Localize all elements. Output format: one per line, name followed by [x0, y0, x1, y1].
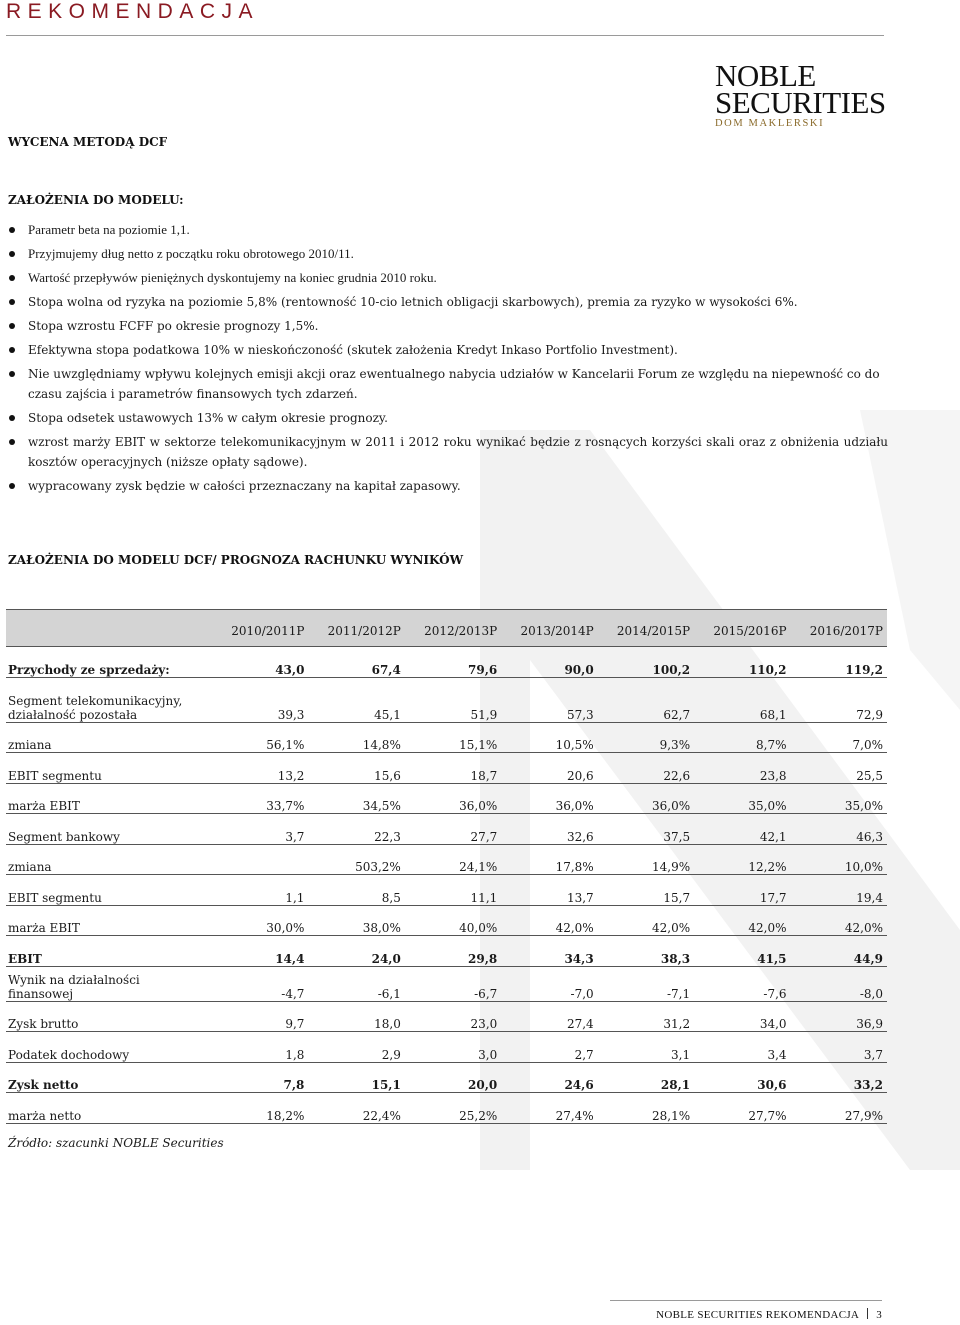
table-cell: 31,2	[598, 1001, 694, 1032]
table-row	[6, 1062, 887, 1093]
table-cell: 42,0%	[791, 905, 887, 936]
table-row	[6, 1093, 887, 1124]
page-number: 3	[876, 1309, 882, 1321]
table-cell: 18,0	[308, 1001, 404, 1032]
logo-line-3: DOM MAKLERSKI	[715, 118, 825, 129]
table-cell: 39,3	[212, 677, 308, 722]
table-cell: 25,5	[791, 753, 887, 784]
table-cell: 42,0%	[598, 905, 694, 936]
assumption-item: Efektywna stopa podatkowa 10% w nieskończoność (skutek założenia Kredyt Inkaso Portfolio Investment).	[8, 340, 888, 360]
table-cell: 18,2%	[212, 1093, 308, 1124]
table-cell: 35,0%	[694, 783, 790, 814]
row-label: Przychody ze sprzedaży:	[6, 647, 212, 678]
table-cell: 51,9	[405, 677, 501, 722]
table-cell: 3,0	[405, 1032, 501, 1063]
table-cell: 27,4	[501, 1001, 597, 1032]
table-cell: 38,0%	[308, 905, 404, 936]
section-title-forecast: ZAŁOŻENIA DO MODELU DCF/ PROGNOZA RACHUNKU WYNIKÓW	[8, 553, 464, 567]
column-header: 2011/2012P	[308, 610, 404, 647]
table-cell: 72,9	[791, 677, 887, 722]
table-cell: 34,5%	[308, 783, 404, 814]
table-cell: 44,9	[791, 936, 887, 967]
table-cell: 42,0%	[501, 905, 597, 936]
table-cell: 40,0%	[405, 905, 501, 936]
table-row	[6, 966, 887, 1001]
table-cell: -4,7	[212, 966, 308, 1001]
column-header: 2013/2014P	[501, 610, 597, 647]
assumption-item: Stopa wolna od ryzyka na poziomie 5,8% (rentowność 10-cio letnich obligacji skarbowych), premia za ryzyko w wysokości 6%.	[8, 292, 888, 312]
footer-rule	[610, 1300, 882, 1301]
logo-line-2: SECURITIES	[715, 85, 886, 120]
table-cell: 22,6	[598, 753, 694, 784]
footer-separator	[867, 1308, 868, 1319]
section-title-dcf: WYCENA METODĄ DCF	[8, 135, 168, 149]
table-cell: 36,9	[791, 1001, 887, 1032]
table-cell: 35,0%	[791, 783, 887, 814]
table-cell: 2,7	[501, 1032, 597, 1063]
table-cell: 14,9%	[598, 844, 694, 875]
assumption-item: Przyjmujemy dług netto z początku roku obrotowego 2010/11.	[8, 244, 888, 264]
table-cell: -8,0	[791, 966, 887, 1001]
table-cell: 15,1	[308, 1062, 404, 1093]
table-cell: 42,1	[694, 814, 790, 845]
table-cell: 15,1%	[405, 722, 501, 753]
table-cell: 30,0%	[212, 905, 308, 936]
noble-securities-logo	[715, 58, 886, 129]
table-cell: 24,6	[501, 1062, 597, 1093]
table-row	[6, 722, 887, 753]
row-label: Podatek dochodowy	[6, 1032, 212, 1063]
row-label: marża EBIT	[6, 783, 212, 814]
column-header: 2016/2017P	[791, 610, 887, 647]
assumption-item: Stopa wzrostu FCFF po okresie prognozy 1,5%.	[8, 316, 888, 336]
table-cell: 20,6	[501, 753, 597, 784]
table-cell: -7,6	[694, 966, 790, 1001]
column-header: 2010/2011P	[212, 610, 308, 647]
section-title-assumptions: ZAŁOŻENIA DO MODELU:	[8, 193, 184, 207]
table-cell: 24,1%	[405, 844, 501, 875]
table-cell: 119,2	[791, 647, 887, 678]
assumption-item: Wartość przepływów pieniężnych dyskontujemy na koniec grudnia 2010 roku.	[8, 268, 888, 288]
table-header-row	[6, 610, 887, 647]
row-label: Segment telekomunikacyjny, działalność pozostała	[6, 677, 212, 722]
table-cell: 110,2	[694, 647, 790, 678]
table-cell: 503,2%	[308, 844, 404, 875]
table-cell: 30,6	[694, 1062, 790, 1093]
table-row	[6, 1032, 887, 1063]
table-cell: 19,4	[791, 875, 887, 906]
table-cell: 32,6	[501, 814, 597, 845]
assumption-item: wypracowany zysk będzie w całości przeznaczany na kapitał zapasowy.	[8, 476, 888, 496]
table-cell: 8,5	[308, 875, 404, 906]
table-cell: 100,2	[598, 647, 694, 678]
table-row	[6, 1001, 887, 1032]
table-cell: -6,1	[308, 966, 404, 1001]
row-label: Segment bankowy	[6, 814, 212, 845]
table-cell: 14,4	[212, 936, 308, 967]
table-cell: 27,4%	[501, 1093, 597, 1124]
table-cell: -6,7	[405, 966, 501, 1001]
table-cell: 3,7	[212, 814, 308, 845]
header-rule	[6, 35, 884, 36]
table-cell: 22,4%	[308, 1093, 404, 1124]
table-row	[6, 783, 887, 814]
table-cell: 22,3	[308, 814, 404, 845]
table-cell: 2,9	[308, 1032, 404, 1063]
table-cell: 67,4	[308, 647, 404, 678]
column-header: 2012/2013P	[405, 610, 501, 647]
footer-text: NOBLE SECURITIES REKOMENDACJA	[656, 1309, 860, 1321]
table-cell: 24,0	[308, 936, 404, 967]
table-cell: 13,2	[212, 753, 308, 784]
row-label: zmiana	[6, 722, 212, 753]
table-cell: 79,6	[405, 647, 501, 678]
table-cell: -7,1	[598, 966, 694, 1001]
column-header: 2014/2015P	[598, 610, 694, 647]
table-cell: 9,3%	[598, 722, 694, 753]
table-cell: 3,7	[791, 1032, 887, 1063]
table-cell: 27,7	[405, 814, 501, 845]
table-cell: -7,0	[501, 966, 597, 1001]
table-cell: 37,5	[598, 814, 694, 845]
table-row	[6, 875, 887, 906]
table-cell: 36,0%	[405, 783, 501, 814]
table-cell: 28,1	[598, 1062, 694, 1093]
table-cell: 1,8	[212, 1032, 308, 1063]
table-cell: 11,1	[405, 875, 501, 906]
column-header: 2015/2016P	[694, 610, 790, 647]
table-cell: 3,4	[694, 1032, 790, 1063]
table-cell: 29,8	[405, 936, 501, 967]
table-cell: 13,7	[501, 875, 597, 906]
table-row	[6, 753, 887, 784]
table-row	[6, 647, 887, 678]
table-cell: 10,0%	[791, 844, 887, 875]
table-cell: 12,2%	[694, 844, 790, 875]
table-cell: 23,8	[694, 753, 790, 784]
table-cell: 1,1	[212, 875, 308, 906]
row-label: Zysk netto	[6, 1062, 212, 1093]
table-cell: 42,0%	[694, 905, 790, 936]
table-cell: 15,7	[598, 875, 694, 906]
row-label: marża netto	[6, 1093, 212, 1124]
row-label: EBIT segmentu	[6, 753, 212, 784]
table-cell: 45,1	[308, 677, 404, 722]
table-cell: 46,3	[791, 814, 887, 845]
row-label: Zysk brutto	[6, 1001, 212, 1032]
assumption-item: Parametr beta na poziomie 1,1.	[8, 220, 888, 240]
table-cell: 34,3	[501, 936, 597, 967]
assumption-item: wzrost marży EBIT w sektorze telekomunikacyjnym w 2011 i 2012 roku wynikać będzie z rosnących korzyści skali oraz z obniżenia udziału kosztów operacyjnych (niższe opłaty sądowe).	[8, 432, 888, 472]
table-cell: 23,0	[405, 1001, 501, 1032]
source-note: Źródło: szacunki NOBLE Securities	[8, 1136, 224, 1150]
income-forecast-table	[6, 609, 887, 1124]
table-cell: 41,5	[694, 936, 790, 967]
table-cell: 18,7	[405, 753, 501, 784]
table-cell: 14,8%	[308, 722, 404, 753]
row-label: marża EBIT	[6, 905, 212, 936]
table-cell: 8,7%	[694, 722, 790, 753]
table-cell: 27,9%	[791, 1093, 887, 1124]
table-cell: 25,2%	[405, 1093, 501, 1124]
assumption-item: Nie uwzględniamy wpływu kolejnych emisji akcji oraz ewentualnego nabycia udziałów w Kancelarii Forum ze względu na niepewność co do czasu zajścia i parametrów finansowych tych zdarzeń.	[8, 364, 888, 404]
table-cell: 27,7%	[694, 1093, 790, 1124]
table-cell: 7,8	[212, 1062, 308, 1093]
table-cell	[212, 844, 308, 875]
table-cell: 90,0	[501, 647, 597, 678]
table-cell: 9,7	[212, 1001, 308, 1032]
table-cell: 62,7	[598, 677, 694, 722]
table-cell: 17,7	[694, 875, 790, 906]
table-cell: 43,0	[212, 647, 308, 678]
logo-line-1: NOBLE	[715, 58, 816, 93]
table-row	[6, 844, 887, 875]
table-row	[6, 677, 887, 722]
table-cell: 28,1%	[598, 1093, 694, 1124]
table-cell: 15,6	[308, 753, 404, 784]
row-label: Wynik na działalności finansowej	[6, 966, 212, 1001]
assumption-item: Stopa odsetek ustawowych 13% w całym okresie prognozy.	[8, 408, 888, 428]
table-cell: 34,0	[694, 1001, 790, 1032]
table-row	[6, 936, 887, 967]
table-cell: 20,0	[405, 1062, 501, 1093]
row-label: EBIT	[6, 936, 212, 967]
table-row	[6, 814, 887, 845]
table-cell: 7,0%	[791, 722, 887, 753]
page-footer	[656, 1308, 882, 1321]
table-cell: 17,8%	[501, 844, 597, 875]
row-label: zmiana	[6, 844, 212, 875]
table-cell: 38,3	[598, 936, 694, 967]
table-cell: 33,7%	[212, 783, 308, 814]
table-cell: 10,5%	[501, 722, 597, 753]
table-cell: 56,1%	[212, 722, 308, 753]
assumptions-list	[8, 220, 888, 500]
table-cell: 36,0%	[501, 783, 597, 814]
report-type-title: REKOMENDACJA	[6, 0, 260, 23]
table-cell: 36,0%	[598, 783, 694, 814]
table-cell: 57,3	[501, 677, 597, 722]
row-label: EBIT segmentu	[6, 875, 212, 906]
header-label-cell	[6, 610, 212, 647]
table-row	[6, 905, 887, 936]
table-cell: 33,2	[791, 1062, 887, 1093]
table-cell: 68,1	[694, 677, 790, 722]
table-cell: 3,1	[598, 1032, 694, 1063]
